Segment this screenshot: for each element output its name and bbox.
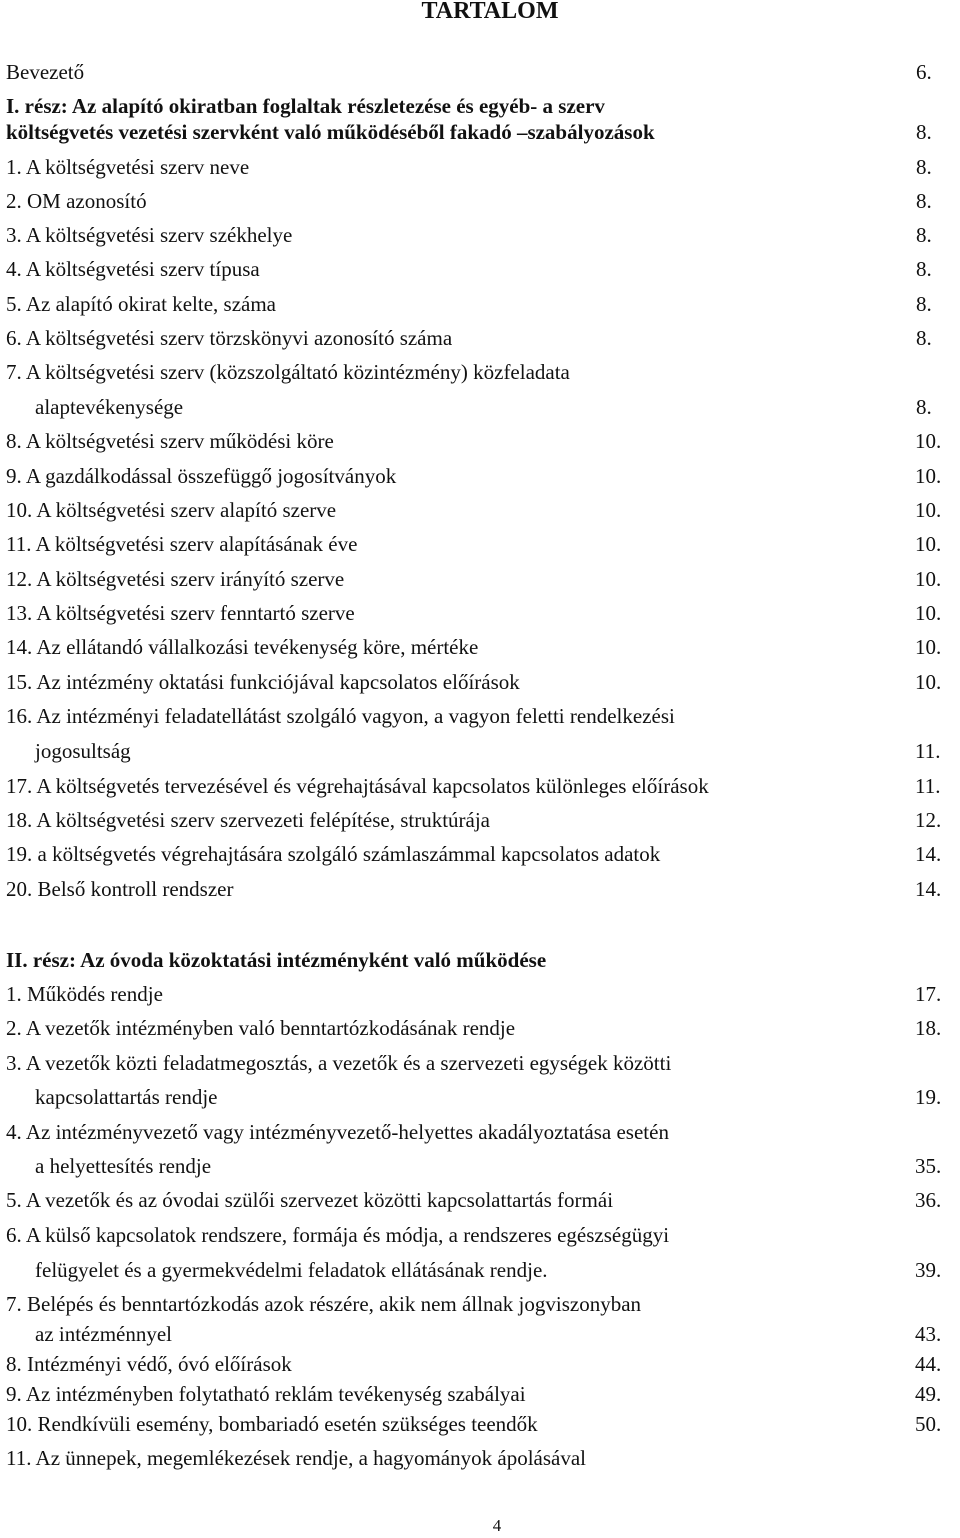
- toc-entry: [6, 873, 960, 905]
- toc-entry-page: 8.: [916, 155, 932, 179]
- toc-entry-text: 1. A költségvetési szerv neve: [6, 155, 250, 179]
- toc-entry: [6, 770, 960, 802]
- toc-entry-page: 8.: [916, 326, 932, 350]
- toc-entry-page: 50.: [915, 1412, 942, 1436]
- toc-entry: [6, 528, 960, 560]
- toc-entry-text: 9. A gazdálkodással összefüggő jogosítványok: [6, 464, 397, 488]
- toc-entry-text: 8. A költségvetési szerv működési köre: [6, 429, 334, 453]
- toc-entry-text: 4. A költségvetési szerv típusa: [6, 257, 260, 281]
- toc-entry-page: 8.: [916, 292, 932, 316]
- toc-entry-text: 9. Az intézményben folytatható reklám tevékenység szabályai: [6, 1382, 526, 1406]
- toc-entry: [6, 804, 960, 836]
- toc-entry-text: 3. A vezetők közti feladatmegosztás, a vezetők és a szervezeti egységek közötti: [6, 1051, 672, 1075]
- toc-entry: [6, 631, 960, 663]
- toc-entry-text: II. rész: Az óvoda közoktatási intézményként való működése: [6, 948, 547, 972]
- toc-entry-page: 14.: [915, 842, 942, 866]
- toc-entry-page: 43.: [915, 1322, 942, 1346]
- toc-entry: [6, 460, 960, 492]
- toc-entry: [6, 1348, 960, 1380]
- toc-entry-text: 2. A vezetők intézményben való benntartózkodásának rendje: [6, 1016, 516, 1040]
- toc-entry-text: 20. Belső kontroll rendszer: [6, 877, 234, 901]
- toc-entry-page: 17.: [915, 982, 942, 1006]
- toc-entry-continuation: [6, 391, 960, 423]
- toc-entry-page: 10.: [915, 635, 942, 659]
- toc-entry: [6, 1012, 960, 1044]
- toc-entry-text: 18. A költségvetési szerv szervezeti felépítése, struktúrája: [6, 808, 490, 832]
- page-title: TARTALOM: [421, 0, 559, 24]
- toc-entry-text: 13. A költségvetési szerv fenntartó szerve: [6, 601, 355, 625]
- toc-entry-text: 10. Rendkívüli esemény, bombariadó esetén szükséges teendők: [6, 1412, 538, 1436]
- toc-entry-page: 35.: [915, 1154, 942, 1178]
- toc-entry-text: kapcsolattartás rendje: [35, 1085, 218, 1109]
- toc-entry-page: 10.: [915, 670, 942, 694]
- toc-entry-page: 8.: [916, 257, 932, 281]
- toc-entry-text: 14. Az ellátandó vállalkozási tevékenység köre, mértéke: [6, 635, 479, 659]
- toc-entry: [6, 1116, 960, 1148]
- toc-entry-page: 10.: [915, 464, 942, 488]
- toc-entry-text: I. rész: Az alapító okiratban foglaltak részletezése és egyéb- a szerv: [6, 94, 605, 118]
- toc-entry-page: 36.: [915, 1188, 942, 1212]
- toc-entry-continuation: [6, 1254, 960, 1286]
- toc-entry-page: 44.: [915, 1352, 942, 1376]
- toc-entry-continuation: [6, 1081, 960, 1113]
- toc-entry-text: 5. Az alapító okirat kelte, száma: [6, 292, 276, 316]
- toc-entry-text: 2. OM azonosító: [6, 189, 147, 213]
- toc-entry: [6, 1288, 960, 1320]
- toc-entry-text: Bevezető: [6, 60, 85, 84]
- toc-entry: [6, 356, 960, 388]
- toc-entry-text: költségvetés vezetési szervként való működéséből fakadó –szabályozások: [6, 120, 655, 144]
- toc-entry-text: 19. a költségvetés végrehajtására szolgáló számlaszámmal kapcsolatos adatok: [6, 842, 661, 866]
- toc-entry-text: 15. Az intézmény oktatási funkciójával kapcsolatos előírások: [6, 670, 520, 694]
- toc-entry-text: 6. A külső kapcsolatok rendszere, formája és módja, a rendszeres egészségügyi: [6, 1223, 670, 1247]
- toc-entry-page: 14.: [915, 877, 942, 901]
- toc-entry-page: 8.: [916, 189, 932, 213]
- toc-entry-page: 8.: [916, 223, 932, 247]
- toc-entry-text: 11. A költségvetési szerv alapításának éve: [6, 532, 358, 556]
- toc-entry-page: 18.: [915, 1016, 942, 1040]
- toc-entry-text: 7. A költségvetési szerv (közszolgáltató közintézmény) közfeladata: [6, 360, 570, 384]
- toc-entry: [6, 56, 960, 88]
- toc-entry-text: a helyettesítés rendje: [35, 1154, 212, 1178]
- toc-entry-page: 11.: [915, 774, 941, 798]
- toc-entry-page: 12.: [915, 808, 942, 832]
- toc-part-heading: [6, 944, 960, 976]
- toc-entry-page: 10.: [915, 567, 942, 591]
- toc-entry: [6, 151, 960, 183]
- toc-entry-continuation: [6, 1150, 960, 1182]
- toc-entry: [6, 597, 960, 629]
- toc-entry-page: 10.: [915, 601, 942, 625]
- toc-entry: [6, 838, 960, 870]
- toc-entry-text: 6. A költségvetési szerv törzskönyvi azonosító száma: [6, 326, 453, 350]
- toc-entry: [6, 425, 960, 457]
- toc-entry: [6, 253, 960, 285]
- toc-part-heading: [6, 116, 960, 148]
- toc-entry-text: 8. Intézményi védő, óvó előírások: [6, 1352, 292, 1376]
- toc-entry-page: 39.: [915, 1258, 942, 1282]
- toc-entry: [6, 666, 960, 698]
- toc-entry-text: 3. A költségvetési szerv székhelye: [6, 223, 293, 247]
- toc-entry: [6, 1184, 960, 1216]
- toc-entry-text: jogosultság: [35, 739, 131, 763]
- toc-entry: [6, 1378, 960, 1410]
- toc-entry-page: 10.: [915, 429, 942, 453]
- toc-entry: [6, 978, 960, 1010]
- toc-entry-text: 5. A vezetők és az óvodai szülői szervezet közötti kapcsolattartás formái: [6, 1188, 614, 1212]
- toc-entry-text: 10. A költségvetési szerv alapító szerve: [6, 498, 337, 522]
- toc-entry-text: felügyelet és a gyermekvédelmi feladatok ellátásának rendje.: [35, 1258, 548, 1282]
- toc-entry-continuation: [6, 1318, 960, 1350]
- toc-entry-text: 11. Az ünnepek, megemlékezések rendje, a hagyományok ápolásával: [6, 1446, 587, 1470]
- toc-entry-text: az intézménnyel: [35, 1322, 173, 1346]
- toc-entry-page: 6.: [916, 60, 932, 84]
- toc-entry: [6, 1408, 960, 1440]
- toc-entry-continuation: [6, 735, 960, 767]
- toc-entry: [6, 563, 960, 595]
- toc-entry-page: 10.: [915, 498, 942, 522]
- toc-entry-text: alaptevékenysége: [35, 395, 184, 419]
- toc-entry: [6, 322, 960, 354]
- toc-entry: [6, 1219, 960, 1251]
- toc-entry-text: 16. Az intézményi feladatellátást szolgáló vagyon, a vagyon feletti rendelkezési: [6, 704, 675, 728]
- toc-entry-page: 11.: [915, 739, 941, 763]
- toc-entry-page: 8.: [916, 120, 932, 144]
- toc-entry-text: 4. Az intézményvezető vagy intézményvezető-helyettes akadályoztatása esetén: [6, 1120, 669, 1144]
- toc-entry-page: 8.: [916, 395, 932, 419]
- toc-entry: [6, 494, 960, 526]
- toc-entry: [6, 1047, 960, 1079]
- toc-entry-page: 10.: [915, 532, 942, 556]
- toc-entry-text: 1. Működés rendje: [6, 982, 163, 1006]
- toc-entry-page: 49.: [915, 1382, 942, 1406]
- toc-entry: [6, 219, 960, 251]
- toc-entry-page: 19.: [915, 1085, 942, 1109]
- toc-entry: [6, 1442, 960, 1474]
- toc-entry: [6, 288, 960, 320]
- page-number: 4: [492, 1516, 502, 1535]
- toc-entry-text: 17. A költségvetés tervezésével és végrehajtásával kapcsolatos különleges előírások: [6, 774, 709, 798]
- toc-entry-text: 7. Belépés és benntartózkodás azok részére, akik nem állnak jogviszonyban: [6, 1292, 642, 1316]
- toc-entry: [6, 700, 960, 732]
- toc-entry: [6, 185, 960, 217]
- toc-entry-text: 12. A költségvetési szerv irányító szerve: [6, 567, 345, 591]
